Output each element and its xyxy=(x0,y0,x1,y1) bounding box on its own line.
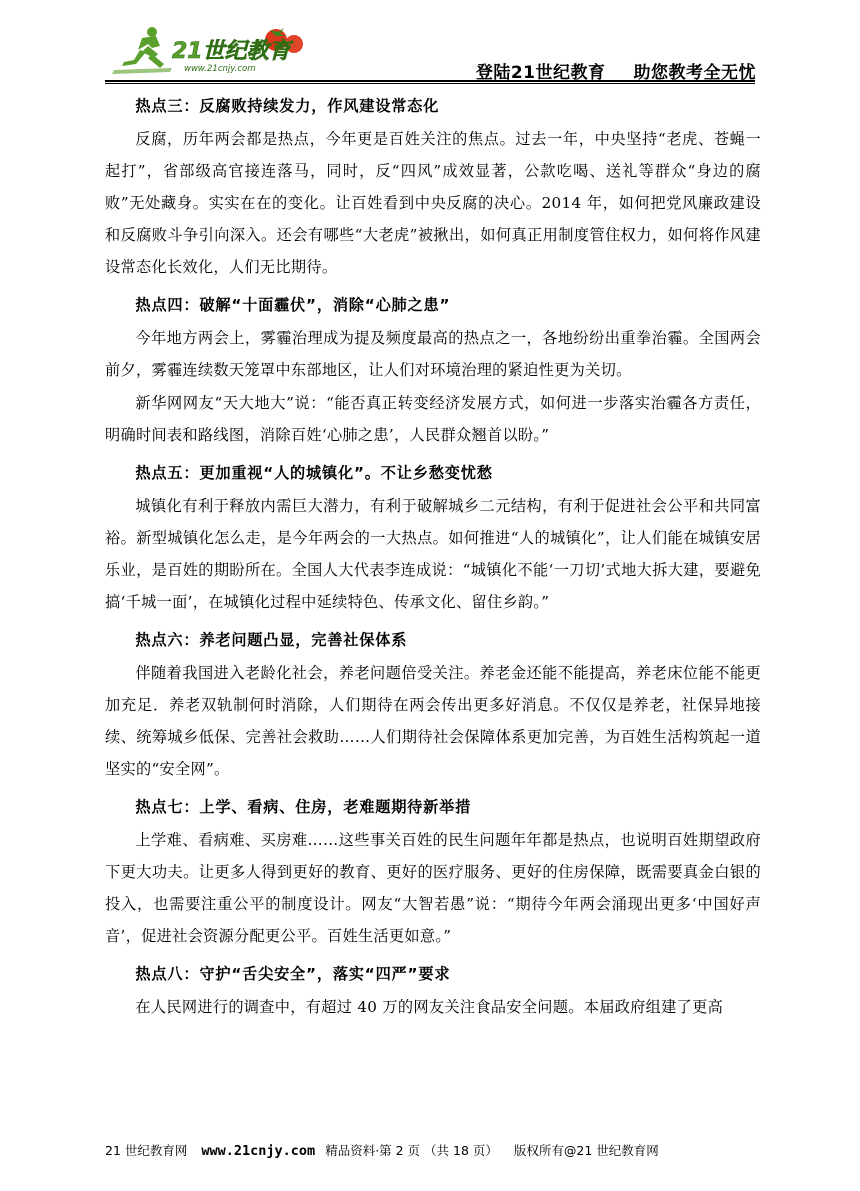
slogan-left: 登陆21世纪教育 xyxy=(475,63,606,83)
paragraph: 城镇化有利于释放内需巨大潜力，有利于破解城乡二元结构，有利于促进社会公平和共同富裕。新型城镇化怎么走，是今年两会的一大热点。如何推进“人的城镇化”，让人们能在城镇安居乐业，是百姓的期盼所在。全国人大代表李连成说：“城镇化不能‘一刀切’式地大拆大建，要避免搞‘千城一面’，在城镇化过程中延续特色、传承文化、留住乡韵。” xyxy=(105,497,761,611)
site-logo[interactable] xyxy=(112,24,312,78)
section-heading: 热点四：破解“十面霾伏”，消除“心肺之患” xyxy=(135,296,451,314)
paragraph: 新华网网友“天大地大”说：“能否真正转变经济发展方式，如何进一步落实治霾各方责任，明确时间表和路线图，消除百姓‘心肺之患’，人民群众翘首以盼。” xyxy=(105,394,761,444)
page-header xyxy=(0,0,860,82)
footer-copyright: 版权所有@21 世纪教育网 xyxy=(513,1143,659,1158)
paragraph: 在人民网进行的调查中，有超过 40 万的网友关注食品安全问题。本届政府组建了更高 xyxy=(135,998,724,1016)
footer-page-label: 精品资料·第 2 页 （共 18 页） xyxy=(325,1143,498,1158)
footer-site-link[interactable]: www.21cnjy.com xyxy=(201,1143,316,1159)
section-heading: 热点六：养老问题凸显，完善社保体系 xyxy=(135,631,408,649)
slogan-right: 助您教考全无忧 xyxy=(633,63,756,83)
section-heading: 热点五：更加重视“人的城镇化”。不让乡愁变忧愁 xyxy=(135,464,493,482)
article-body xyxy=(105,90,761,1023)
section-heading: 热点七：上学、看病、住房，老难题期待新举措 xyxy=(135,798,472,816)
logo-url-text: www.21cnjy.com xyxy=(184,64,256,74)
paragraph: 上学难、看病难、买房难……这些事关百姓的民生问题年年都是热点，也说明百姓期望政府下更大功夫。让更多人得到更好的教育、更好的医疗服务、更好的住房保障，既需要真金白银的投入，也需要注重公平的制度设计。网友“大智若愚”说：“期待今年两会涌现出更多‘中国好声音’，促进社会资源分配更公平。百姓生活更如意。” xyxy=(105,831,761,945)
paragraph: 反腐，历年两会都是热点，今年更是百姓关注的焦点。过去一年，中央坚持“老虎、苍蝇一起打”，省部级高官接连落马，同时，反“四风”成效显著，公款吃喝、送礼等群众“身边的腐败”无处藏身。实实在在的变化。让百姓看到中央反腐的决心。2014 年，如何把党风廉政建设和反腐败斗争引向深入。还会有哪些“大老虎”被揪出，如何真正用制度管住权力，如何将作风建设常态化长效化，人们无比期待。 xyxy=(105,130,761,276)
paragraph: 今年地方两会上，雾霾治理成为提及频度最高的热点之一，各地纷纷出重拳治霾。全国两会前夕，雾霾连续数天笼罩中东部地区，让人们对环境治理的紧迫性更为关切。 xyxy=(105,329,761,379)
section-heading: 热点八：守护“舌尖安全”，落实“四严”要求 xyxy=(135,965,451,983)
logo-graphic xyxy=(112,24,312,78)
runner-icon xyxy=(112,27,172,74)
header-divider xyxy=(105,80,755,84)
paragraph: 伴随着我国进入老龄化社会，养老问题倍受关注。养老金还能不能提高，养老床位能不能更加充足．养老双轨制何时消除，人们期待在两会传出更多好消息。不仅仅是养老，社保异地接续、统筹城乡低保、完善社会救助……人们期待社会保障体系更加完善，为百姓生活构筑起一道坚实的“安全网”。 xyxy=(105,664,761,778)
page-footer xyxy=(105,1141,761,1159)
footer-org: 21 世纪教育网 xyxy=(105,1143,188,1158)
section-heading: 热点三：反腐败持续发力，作风建设常态化 xyxy=(135,97,440,115)
logo-text: 21世纪教育 xyxy=(172,39,291,64)
